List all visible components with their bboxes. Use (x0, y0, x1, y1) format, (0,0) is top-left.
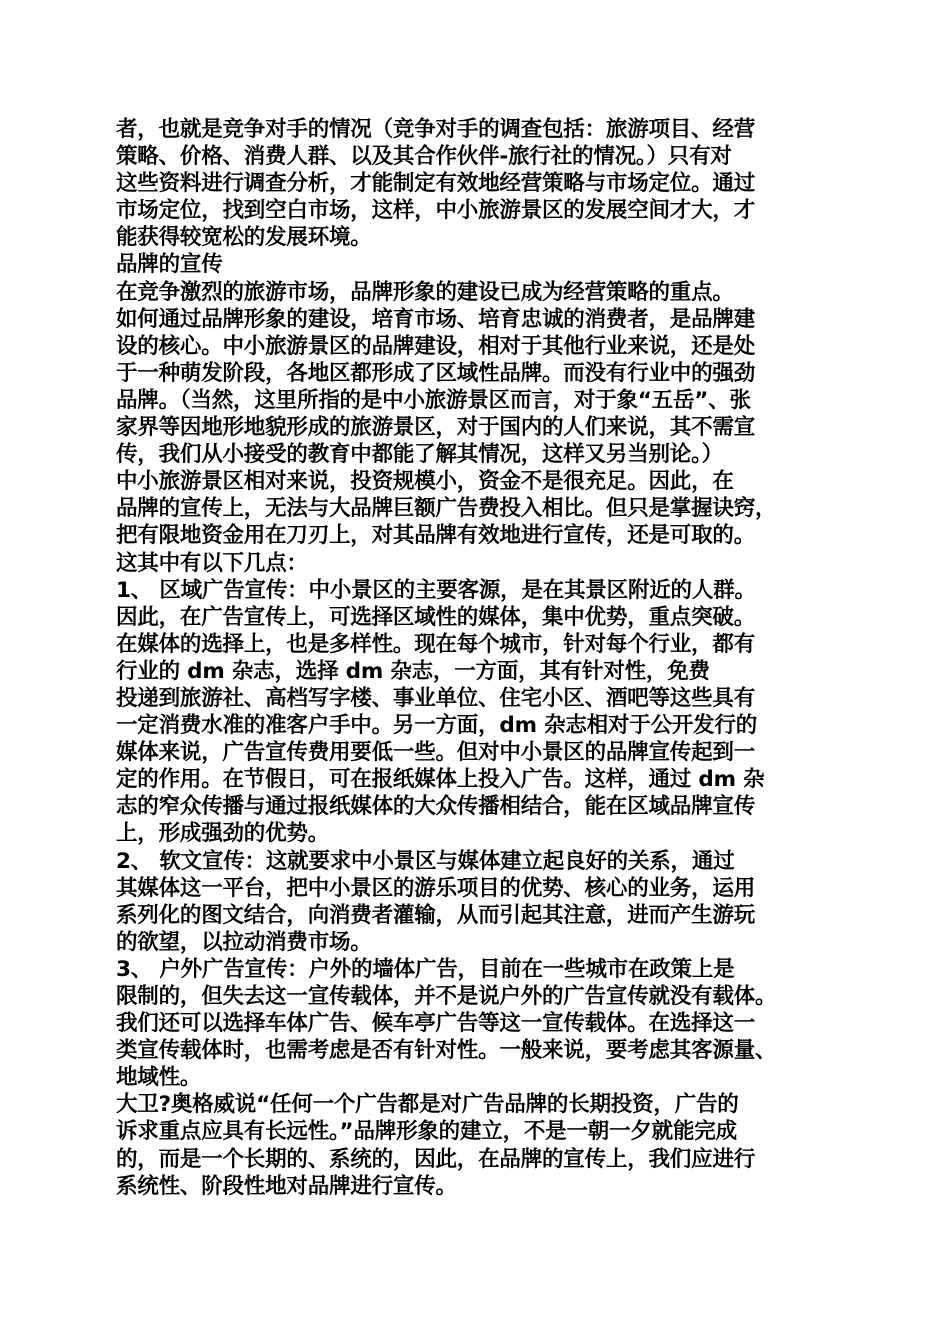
text-line-7: 在竞争激烈的旅游市场，品牌形象的建设已成为经营策略的重点。 (116, 279, 734, 305)
text-line-20: 在媒体的选择上，也是多样性。现在每个城市，针对每个行业，都有 (116, 631, 756, 657)
text-line-34: 我们还可以选择车体广告、候车亭广告等这一宣传载体。在选择这一 (116, 1011, 756, 1037)
text-line-1: 者，也就是竞争对手的情况（竞争对手的调查包括：旅游项目、经营 (116, 117, 756, 142)
text-line-21: 行业的 dm 杂志，选择 dm 杂志，一方面，其有针对性，免费 (116, 658, 710, 684)
list-item-3-outdoor-ads: 3、 户外广告宣传：户外的墙体广告，目前在一些城市在政策上是 (116, 956, 735, 982)
text-line-2: 策略、价格、消费人群、以及其合作伙伴-旅行社的情况。）只有对 (116, 144, 732, 170)
text-line-14: 中小旅游景区相对来说，投资规模小，资金不是很充足。因此，在 (116, 469, 734, 495)
section-heading-brand-promotion: 品牌的宣传 (116, 252, 223, 278)
text-line-37: 大卫?奥格威说“任何一个广告都是对广告品牌的长期投资，广告的 (116, 1092, 739, 1118)
text-line-31: 的欲望，以拉动消费市场。 (116, 929, 372, 955)
text-line-35: 类宣传载体时，也需考虑是否有针对性。一般来说，要考虑其客源量、 (116, 1038, 777, 1064)
text-line-24: 媒体来说，广告宣传费用要低一些。但对中小景区的品牌宣传起到一 (116, 740, 756, 766)
text-line-15: 品牌的宣传上，无法与大品牌巨额广告费投入相比。但只是掌握诀窍， (116, 496, 777, 522)
text-line-4: 市场定位，找到空白市场，这样，中小旅游景区的发展空间才大，才 (116, 198, 756, 224)
text-line-39: 的，而是一个长期的、系统的，因此，在品牌的宣传上，我们应进行 (116, 1146, 756, 1172)
text-line-8: 如何通过品牌形象的建设，培育市场、培育忠诚的消费者，是品牌建 (116, 306, 756, 332)
text-line-13: 传，我们从小接受的教育中都能了解其情况，这样又另当别论。） (116, 442, 723, 468)
list-item-1-regional-ads: 1、 区域广告宣传：中小景区的主要客源，是在其景区附近的人群。 (116, 577, 756, 603)
text-line-29: 其媒体这一平台，把中小景区的游乐项目的优势、核心的业务，运用 (116, 875, 756, 901)
text-line-38: 诉求重点应具有长远性。”品牌形象的建立，不是一朝一夕就能完成 (116, 1119, 737, 1145)
text-line-17: 这其中有以下几点： (116, 550, 308, 576)
text-line-19: 因此，在广告宣传上，可选择区域性的媒体，集中优势，重点突破。 (116, 604, 756, 630)
text-line-10: 于一种萌发阶段，各地区都形成了区域性品牌。而没有行业中的强劲 (116, 360, 756, 386)
text-line-33: 限制的，但失去这一宣传载体，并不是说户外的广告宣传就没有载体。 (116, 984, 777, 1009)
document-body (116, 116, 842, 1200)
text-line-30: 系列化的图文结合，向消费者灌输，从而引起其注意，进而产生游玩 (116, 902, 756, 928)
text-line-12: 家界等因地形地貌形成的旅游景区，对于国内的人们来说，其不需宣 (116, 415, 756, 441)
text-line-3: 这些资料进行调查分析，才能制定有效地经营策略与市场定位。通过 (116, 171, 756, 197)
text-line-22: 投递到旅游社、高档写字楼、事业单位、住宅小区、酒吧等这些具有 (116, 685, 756, 711)
text-line-26: 志的窄众传播与通过报纸媒体的大众传播相结合，能在区域品牌宣传 (116, 794, 756, 820)
text-line-40: 系统性、阶段性地对品牌进行宣传。 (116, 1173, 457, 1199)
text-line-23: 一定消费水准的准客户手中。另一方面，dm 杂志相对于公开发行的 (116, 713, 758, 739)
text-line-27: 上，形成强劲的优势。 (116, 821, 330, 847)
text-line-25: 定的作用。在节假日，可在报纸媒体上投入广告。这样，通过 dm 杂 (116, 767, 765, 793)
text-line-16: 把有限地资金用在刀刃上，对其品牌有效地进行宣传，还是可取的。 (116, 523, 756, 549)
text-line-9: 设的核心。中小旅游景区的品牌建设，相对于其他行业来说，还是处 (116, 333, 756, 359)
list-item-2-soft-articles: 2、 软文宣传：这就要求中小景区与媒体建立起良好的关系，通过 (116, 848, 735, 874)
text-line-11: 品牌。（当然，这里所指的是中小旅游景区而言，对于象“五岳”、张 (116, 387, 751, 413)
text-line-36: 地域性。 (116, 1065, 202, 1091)
text-line-5: 能获得较宽松的发展环境。 (116, 225, 372, 251)
